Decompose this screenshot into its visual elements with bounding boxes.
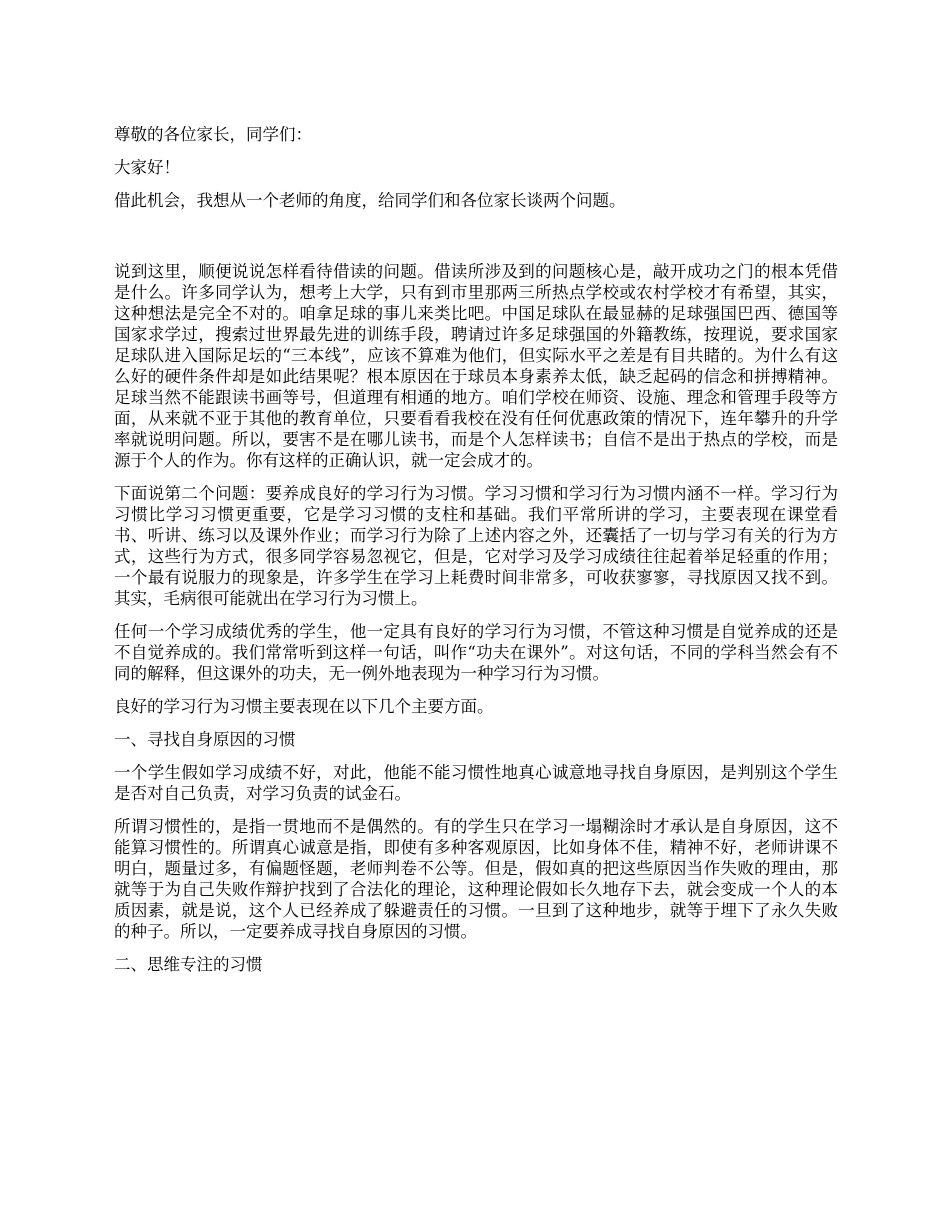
body-paragraph-habitual: 所谓习惯性的，是指一贯地而不是偶然的。有的学生只在学习一塌糊涂时才承认是自身原因，这不能算习惯性的。所谓真心诚意是指，即使有多种客观原因，比如身体不佳，精神不好，老师讲课不明白，题量过多，有偏题怪题，老师判卷不公等。但是，假如真的把这些原因当作失败的理由，那就等于为自己失败作辩护找到了合法化的理论，这种理论假如长久地存下去，就会变成一个人的本质因素，就是说，这个人已经养成了躲避责任的习惯。一旦到了这种地步，就等于埋下了永久失败的种子。所以，一定要养成寻找自身原因的习惯。 [114,817,838,941]
body-paragraph-touchstone: 一个学生假如学习成绩不好，对此，他能不能习惯性地真心诚意地寻找自身原因，是判别这个学生是否对自己负责，对学习负责的试金石。 [114,763,838,803]
blank-gap [114,223,838,261]
section-heading-two: 二、思维专注的习惯 [114,955,263,974]
section-heading-one: 一、寻找自身原因的习惯 [114,730,296,749]
greeting-salutation: 尊敬的各位家长，同学们： [114,125,312,144]
intro-paragraph: 借此机会，我想从一个老师的角度，给同学们和各位家长谈两个问题。 [114,191,626,210]
body-paragraph-second-issue: 下面说第二个问题：要养成良好的学习行为习惯。学习习惯和学习行为习惯内涵不一样。学习行为习惯比学习习惯更重要，它是学习习惯的支柱和基础。我们平常所讲的学习，主要表现在课堂看书、听讲、练习以及课外作业；而学习行为除了上述内容之外，还囊括了一切与学习有关的行为方式，这些行为方式，很多同学容易忽视它，但是，它对学习及学习成绩往往起着举足轻重的作用；一个最有说服力的现象是，许多学生在学习上耗费时间非常多，可收获寥寥，寻找原因又找不到。其实，毛病很可能就出在学习行为习惯上。 [114,484,838,608]
greeting-hello: 大家好！ [114,158,180,177]
body-paragraph-borrowing: 说到这里，顺便说说怎样看待借读的问题。借读所涉及到的问题核心是，敲开成功之门的根本凭借是什么。许多同学认为，想考上大学，只有到市里那两三所热点学校或农村学校才有希望，其实，这种想法是完全不对的。咱拿足球的事儿来类比吧。中国足球队在最显赫的足球强国巴西、德国等国家求学过，搜索过世界最先进的训练手段，聘请过许多足球强国的外籍教练，按理说，要求国家足球队进入国际足坛的“三本线”，应该不算难为他们，但实际水平之差是有目共睹的。为什么有这么好的硬件条件却是如此结果呢？根本原因在于球员本身素养太低，缺乏起码的信念和拼搏精神。足球当然不能跟读书画等号，但道理有相通的地方。咱们学校在师资、设施、理念和管理手段等方面，从来就不亚于其他的教育单位，只要看看我校在没有任何优惠政策的情况下，连年攀升的升学率就说明问题。所以，要害不是在哪儿读书，而是个人怎样读书；自信不是出于热点的学校，而是源于个人的作为。你有这样的正确认识，就一定会成才的。 [114,262,838,470]
body-paragraph-aspects: 良好的学习行为习惯主要表现在以下几个主要方面。 [114,697,494,716]
body-paragraph-excellent-students: 任何一个学习成绩优秀的学生，他一定具有良好的学习行为习惯，不管这种习惯是自觉养成的还是不自觉养成的。我们常常听到这样一句话，叫作“功夫在课外”。对这句话，不同的学科当然会有不同的解释，但这课外的功夫，无一例外地表现为一种学习行为习惯。 [114,622,838,683]
